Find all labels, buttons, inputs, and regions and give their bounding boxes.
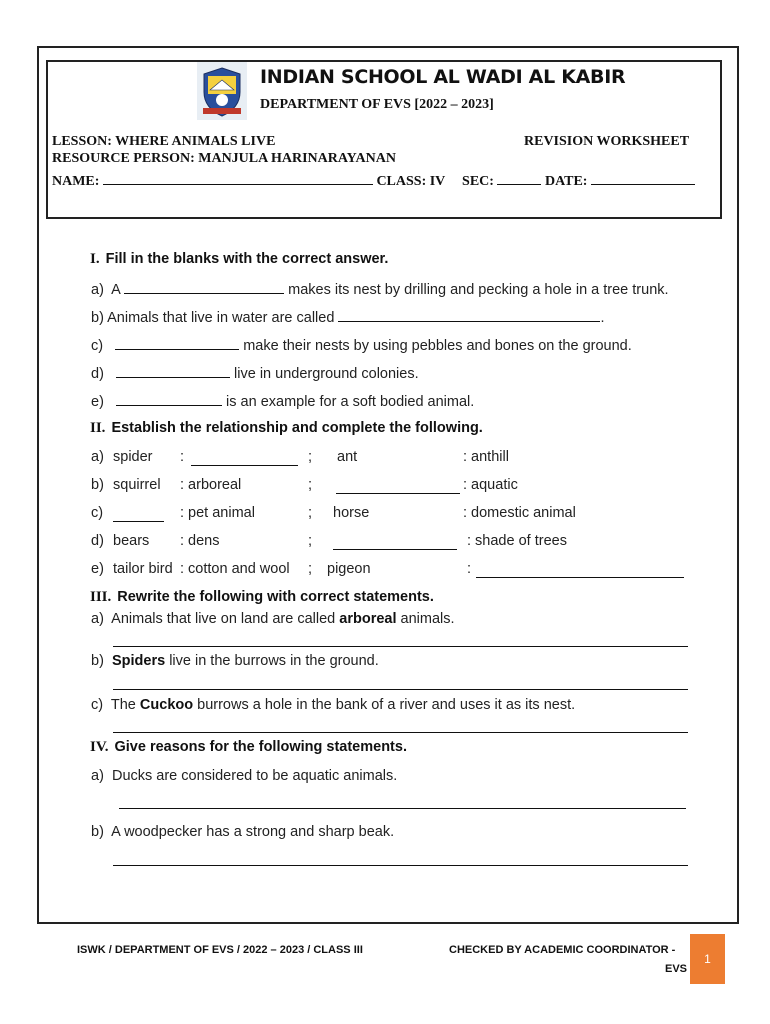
department-title: DEPARTMENT OF EVS [2022 – 2023] — [260, 97, 494, 112]
fill-blank-d: d) live in underground colonies. — [91, 366, 419, 382]
date-label: DATE: — [544, 174, 588, 189]
rewrite-item-c: c) The Cuckoo burrows a hole in the bank of a river and uses it as its nest. — [91, 697, 576, 713]
section-3-heading: III. Rewrite the following with correct statements. — [90, 589, 434, 605]
relation-row-label: e) — [91, 561, 104, 577]
sec-field[interactable] — [497, 170, 541, 185]
blank-field[interactable] — [124, 280, 284, 294]
answer-line[interactable] — [113, 646, 688, 647]
relation-right-rel: : anthill — [463, 449, 509, 465]
page-number-badge — [690, 934, 725, 984]
answer-line[interactable] — [113, 865, 688, 866]
relation-separator: ; — [308, 533, 313, 549]
relation-left: spider — [113, 449, 153, 465]
lesson-label: LESSON: WHERE ANIMALS LIVE — [52, 134, 276, 149]
relation-separator: ; — [308, 449, 313, 465]
relation-blank-field[interactable] — [113, 521, 164, 522]
relation-row-label: b) — [91, 477, 104, 493]
relation-blank-field[interactable] — [191, 465, 298, 466]
answer-line[interactable] — [113, 732, 688, 733]
relation-right: ant — [337, 449, 358, 465]
name-label: NAME: — [52, 174, 100, 189]
relation-separator: ; — [308, 505, 313, 521]
name-field[interactable] — [103, 170, 373, 185]
relation-left: bears — [113, 533, 150, 549]
relation-blank-field[interactable] — [333, 549, 457, 550]
fill-blank-e: e) is an example for a soft bodied animal. — [91, 394, 475, 410]
reason-item-b: b) A woodpecker has a strong and sharp beak. — [91, 824, 395, 840]
fill-blank-c: c) make their nests by using pebbles and bones on the ground. — [91, 338, 632, 354]
blank-field[interactable] — [338, 308, 600, 322]
class-label: CLASS: IV — [376, 174, 446, 189]
footer-right-line2: EVS — [665, 963, 688, 975]
section-4-heading: IV. Give reasons for the following statements. — [90, 739, 407, 755]
blank-field[interactable] — [116, 364, 230, 378]
answer-line[interactable] — [119, 808, 686, 809]
relation-left-rel: : arboreal — [180, 477, 242, 493]
date-field[interactable] — [591, 170, 695, 185]
relation-row-label: c) — [91, 505, 104, 521]
answer-line[interactable] — [113, 689, 688, 690]
school-name: INDIAN SCHOOL AL WADI AL KABIR — [260, 66, 626, 88]
relation-left: squirrel — [113, 477, 161, 493]
relation-left-rel: : pet animal — [180, 505, 255, 521]
relation-right-rel: : domestic animal — [463, 505, 576, 521]
page-number: 1 — [704, 952, 711, 966]
relation-right: pigeon — [327, 561, 371, 577]
relation-right-rel: : shade of trees — [467, 533, 567, 549]
relation-blank-field[interactable] — [476, 577, 684, 578]
blank-field[interactable] — [116, 392, 222, 406]
relation-separator: ; — [308, 561, 313, 577]
relation-separator: ; — [308, 477, 313, 493]
fill-blank-b: b) Animals that live in water are called . — [91, 310, 605, 326]
section-1-heading: I. Fill in the blanks with the correct answer. — [90, 251, 389, 267]
footer-left: ISWK / DEPARTMENT OF EVS / 2022 – 2023 / CLASS III — [77, 944, 363, 956]
relation-row-label: d) — [91, 533, 104, 549]
relation-blank-field[interactable] — [336, 493, 460, 494]
relation-right-rel: : — [467, 561, 472, 577]
relation-left-rel: : dens — [180, 533, 220, 549]
sec-label: SEC: — [462, 174, 494, 189]
relation-left-rel: : cotton and wool — [180, 561, 290, 577]
relation-row-label: a) — [91, 449, 104, 465]
student-info-line — [52, 170, 695, 190]
relation-right-rel: : aquatic — [463, 477, 518, 493]
footer-right-line1: CHECKED BY ACADEMIC COORDINATOR - — [449, 944, 676, 956]
resource-person: RESOURCE PERSON: MANJULA HARINARAYANAN — [52, 151, 396, 166]
school-logo-icon — [197, 62, 247, 120]
relation-left: tailor bird — [113, 561, 173, 577]
rewrite-item-a: a) Animals that live on land are called arboreal animals. — [91, 611, 455, 627]
blank-field[interactable] — [115, 336, 239, 350]
relation-left-rel: : — [180, 449, 185, 465]
fill-blank-a: a) A makes its nest by drilling and pecking a hole in a tree trunk. — [91, 282, 669, 298]
reason-item-a: a) Ducks are considered to be aquatic animals. — [91, 768, 398, 784]
worksheet-type: REVISION WORKSHEET — [524, 134, 690, 149]
rewrite-item-b: b) Spiders live in the burrows in the ground. — [91, 653, 379, 669]
relation-right: horse — [333, 505, 370, 521]
section-2-heading: II. Establish the relationship and complete the following. — [90, 420, 483, 436]
